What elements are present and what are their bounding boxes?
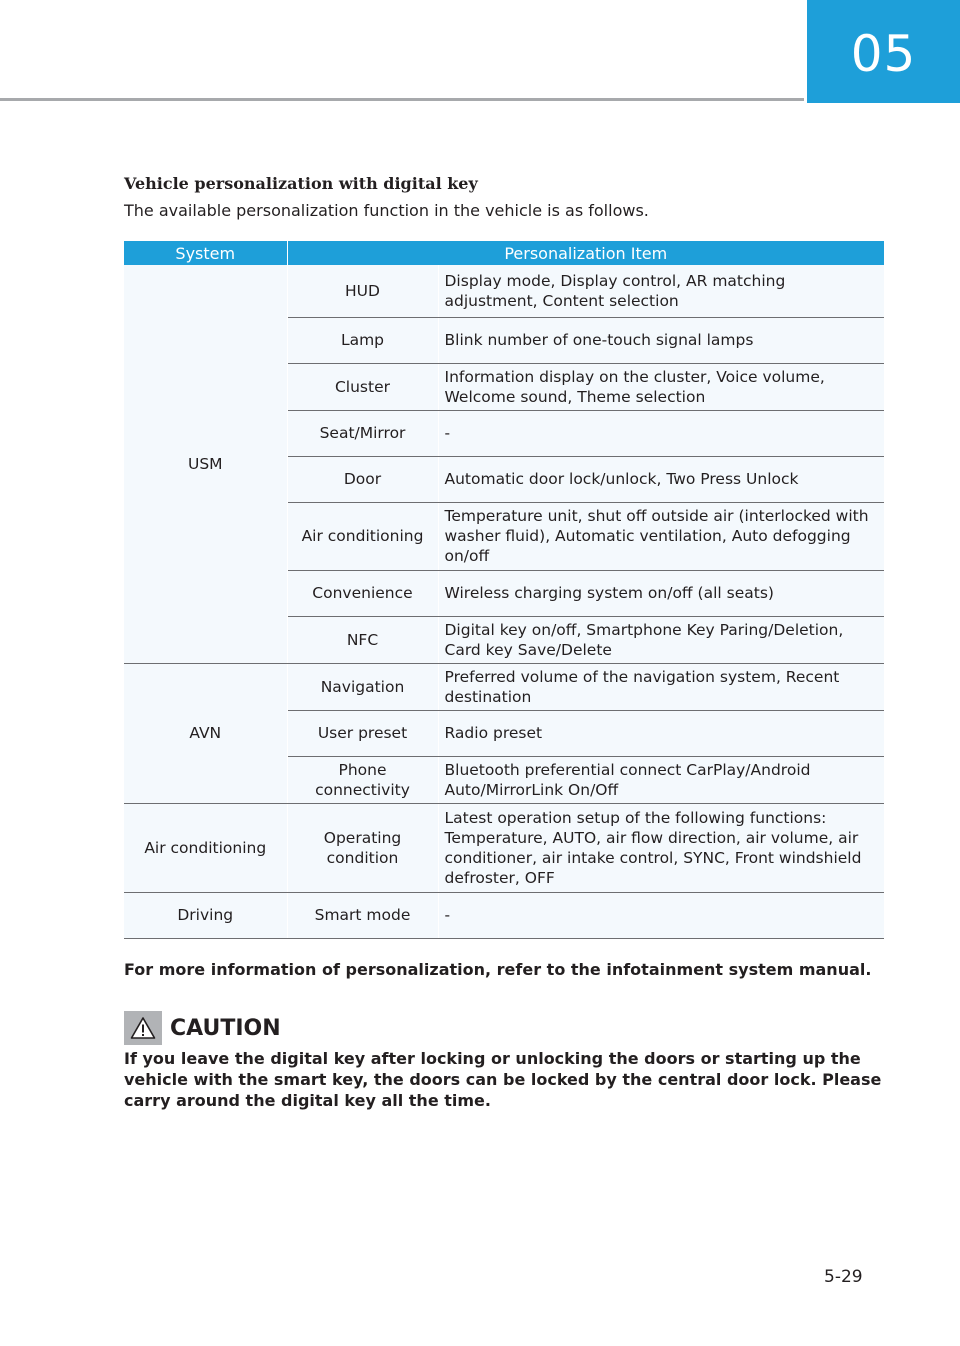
header-personalization-item: Personalization Item xyxy=(287,241,884,265)
item-cell: Smart mode xyxy=(287,892,438,938)
item-cell: Lamp xyxy=(287,317,438,363)
description-cell: Bluetooth preferential connect CarPlay/Android Auto/MirrorLink On/Off xyxy=(438,756,884,803)
item-cell: User preset xyxy=(287,710,438,756)
description-cell: Temperature unit, shut off outside air (interlocked with washer fluid), Automatic ventilation, Auto defogging on/off xyxy=(438,502,884,570)
item-cell: Air conditioning xyxy=(287,502,438,570)
description-cell: - xyxy=(438,892,884,938)
item-cell: NFC xyxy=(287,616,438,663)
item-cell: HUD xyxy=(287,265,438,317)
item-cell: Cluster xyxy=(287,363,438,410)
caution-label: CAUTION xyxy=(170,1015,281,1041)
header-system: System xyxy=(124,241,287,265)
item-cell: Door xyxy=(287,456,438,502)
description-cell: Display mode, Display control, AR matching adjustment, Content selection xyxy=(438,265,884,317)
system-cell-usm: USM xyxy=(124,265,287,663)
caution-text: If you leave the digital key after locking or unlocking the doors or starting up the vehicle with the smart key, the doors can be locked by the central door lock. Please carry around the digital key all the time. xyxy=(124,1049,882,1110)
section-title: Vehicle personalization with digital key xyxy=(124,174,478,193)
caution-heading xyxy=(124,1011,281,1045)
description-cell: Latest operation setup of the following functions: Temperature, AUTO, air flow direction, air volume, air conditioner, air intake control, SYNC, Front windshield defroster, OFF xyxy=(438,803,884,892)
warning-triangle-icon xyxy=(124,1011,162,1045)
table-header-row xyxy=(124,241,884,265)
description-cell: Blink number of one-touch signal lamps xyxy=(438,317,884,363)
table-row xyxy=(124,803,884,892)
page-number: 5-29 xyxy=(824,1267,863,1287)
description-cell: Information display on the cluster, Voice volume, Welcome sound, Theme selection xyxy=(438,363,884,410)
description-cell: - xyxy=(438,410,884,456)
system-cell-air-conditioning: Air conditioning xyxy=(124,803,287,892)
system-cell-avn: AVN xyxy=(124,663,287,803)
description-cell: Preferred volume of the navigation system, Recent destination xyxy=(438,663,884,710)
infotainment-note: For more information of personalization, refer to the infotainment system manual. xyxy=(124,960,872,979)
table-row xyxy=(124,265,884,317)
description-cell: Wireless charging system on/off (all seats) xyxy=(438,570,884,616)
table-row xyxy=(124,892,884,938)
header-rule xyxy=(0,98,804,101)
intro-text: The available personalization function in the vehicle is as follows. xyxy=(124,201,649,220)
description-cell: Automatic door lock/unlock, Two Press Unlock xyxy=(438,456,884,502)
description-cell: Radio preset xyxy=(438,710,884,756)
item-cell: Phone connectivity xyxy=(287,756,438,803)
description-cell: Digital key on/off, Smartphone Key Paring/Deletion, Card key Save/Delete xyxy=(438,616,884,663)
item-cell: Convenience xyxy=(287,570,438,616)
table-row xyxy=(124,663,884,710)
item-cell: Seat/Mirror xyxy=(287,410,438,456)
personalization-table xyxy=(124,241,884,939)
item-cell: Operating condition xyxy=(287,803,438,892)
chapter-tab: 05 xyxy=(807,0,960,103)
system-cell-driving: Driving xyxy=(124,892,287,938)
item-cell: Navigation xyxy=(287,663,438,710)
